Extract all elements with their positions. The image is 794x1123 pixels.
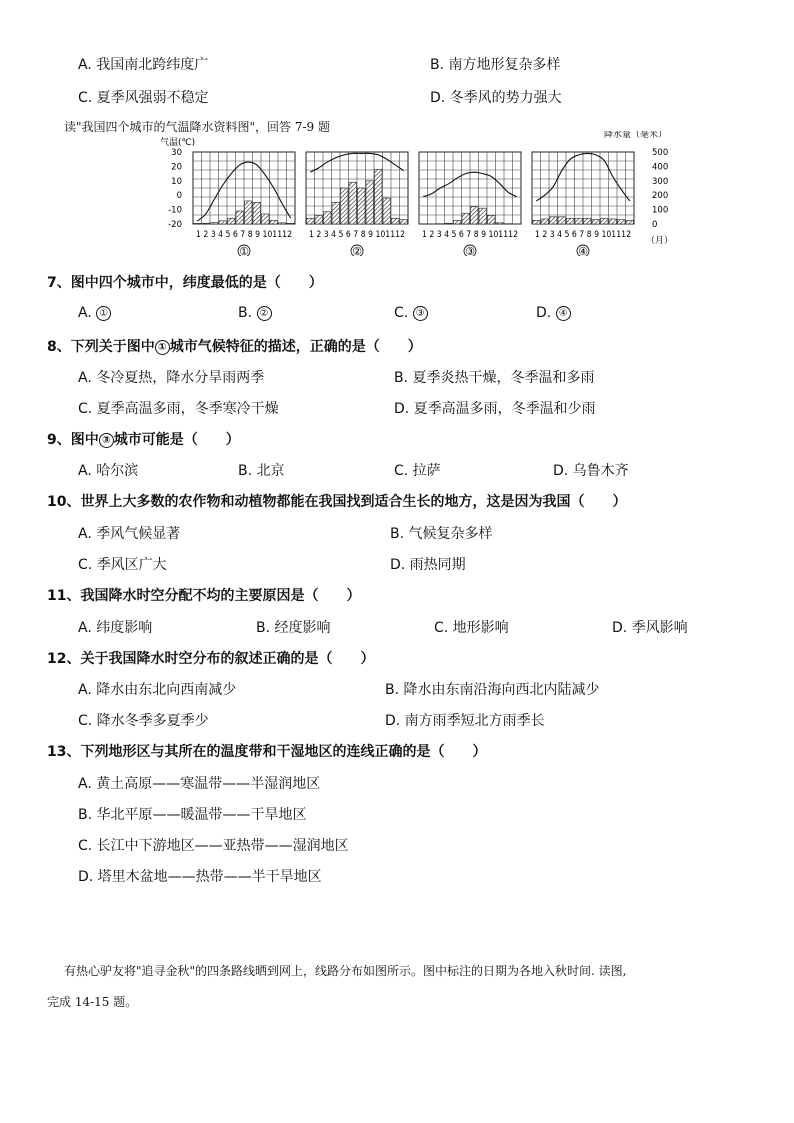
passage-line-1: 有热心驴友将"追寻金秋"的四条路线晒到网上，线路分布如图所示。图中标注的日期为各地入秋时间. 读图, [64, 964, 627, 978]
precipitation-bar [471, 207, 479, 224]
circled-number: ② [257, 306, 272, 321]
precipitation-bar [462, 213, 470, 224]
temperature-tick: -10 [168, 205, 182, 216]
q7-option-c: C. ③ [394, 305, 428, 321]
chart-label: ③ [465, 245, 475, 256]
precipitation-bar [592, 220, 600, 224]
climate-chart-panel [419, 152, 521, 256]
precipitation-bar [287, 223, 295, 224]
precipitation-bar [366, 181, 374, 224]
precipitation-bar [575, 218, 583, 224]
temperature-tick: 20 [171, 162, 182, 173]
chart-label: ① [239, 245, 249, 256]
temperature-tick: 10 [171, 176, 182, 187]
option-d: D. 冬季风的势力强大 [430, 90, 562, 106]
q13-option-b: B. 华北平原——暖温带——干旱地区 [78, 807, 307, 823]
temperature-tick-labels [168, 148, 182, 230]
precipitation-bar [488, 215, 496, 224]
q10-option-b: B. 气候复杂多样 [390, 526, 493, 542]
precipitation-bar [315, 215, 323, 224]
precipitation-bar [245, 201, 253, 224]
precipitation-bar [533, 220, 541, 224]
precipitation-bar [349, 182, 357, 224]
precipitation-bar [324, 212, 332, 224]
option-c: C. 夏季风强弱不稳定 [78, 90, 209, 106]
circled-number: ① [155, 340, 170, 355]
q13-option-c: C. 长江中下游地区——亚热带——湿润地区 [78, 838, 349, 854]
precipitation-bar [236, 211, 244, 224]
q12-option-b: B. 降水由东南沿海向西北内陆减少 [385, 682, 600, 698]
precipitation-tick: 400 [652, 162, 669, 173]
option-b: B. 南方地形复杂多样 [430, 57, 561, 73]
precipitation-bar [307, 218, 315, 224]
precipitation-tick: 200 [652, 191, 669, 202]
climate-chart-panel [532, 152, 634, 256]
question-10: 10、世界上大多数的农作物和动植物都能在我国找到适合生长的地方，这是因为我国（ ） [47, 494, 627, 510]
question-8: 8、下列关于图中 ① 城市气候特征的描述，正确的是（ ） [47, 339, 422, 355]
q13-option-a: A. 黄土高原——寒温带——半湿润地区 [78, 776, 321, 792]
climate-chart-panel [193, 152, 295, 256]
precipitation-bar [454, 220, 462, 224]
q12-option-d: D. 南方雨季短北方雨季长 [385, 713, 545, 729]
precipitation-bar [211, 223, 219, 224]
precipitation-bar [375, 169, 383, 224]
q8-option-c: C. 夏季高温多雨，冬季寒冷干燥 [78, 401, 279, 417]
precipitation-bar [601, 218, 609, 224]
circled-number: ③ [99, 433, 114, 448]
precipitation-tick-labels [652, 148, 668, 230]
question-13: 13、下列地形区与其所在的温度带和干湿地区的连线正确的是（ ） [47, 744, 487, 760]
q9-option-d: D. 乌鲁木齐 [553, 463, 629, 479]
circled-number: ④ [556, 306, 571, 321]
precipitation-bar [550, 217, 558, 224]
precipitation-bar [558, 217, 566, 224]
temperature-tick: 30 [171, 148, 182, 158]
precipitation-bar [358, 188, 366, 224]
precipitation-axis-label: 降水量（毫米） [604, 131, 668, 140]
q7-option-d: D. ④ [536, 305, 571, 321]
q9-option-c: C. 拉萨 [394, 463, 441, 479]
precipitation-bar [541, 219, 549, 224]
precipitation-bar [341, 188, 349, 224]
question-12: 12、关于我国降水时空分布的叙述正确的是（ ） [47, 651, 375, 667]
precipitation-bar [219, 221, 227, 224]
month-tick-labels: 1 2 3 4 5 6 7 8 9 101112 [422, 230, 518, 240]
q10-option-d: D. 雨热同期 [390, 557, 466, 573]
figure-intro: 读"我国四个城市的气温降水资料图"，回答 7-9 题 [64, 120, 330, 134]
circled-number: ③ [413, 306, 428, 321]
climate-chart-panel [306, 152, 408, 256]
precipitation-tick: 300 [652, 176, 669, 187]
precipitation-bar [392, 218, 400, 224]
q9-option-b: B. 北京 [238, 463, 285, 479]
temperature-axis-label: 气温(℃) [160, 138, 196, 148]
precipitation-bar [194, 223, 202, 224]
q7-option-a: A. ① [78, 305, 111, 321]
precipitation-bar [279, 223, 287, 224]
option-a: A. 我国南北跨纬度广 [78, 57, 209, 73]
precipitation-bar [479, 208, 487, 224]
precipitation-bar [262, 214, 270, 224]
chart-label: ④ [578, 245, 588, 256]
q10-option-c: C. 季风区广大 [78, 557, 167, 573]
precipitation-bar [202, 223, 210, 224]
question-9: 9、图中 ③ 城市可能是（ ） [47, 432, 240, 448]
precipitation-tick: 500 [652, 148, 669, 158]
temperature-tick: -20 [168, 220, 182, 230]
precipitation-bar [400, 220, 408, 224]
q8-option-b: B. 夏季炎热干燥，冬季温和多雨 [394, 370, 595, 386]
precipitation-bar [567, 218, 575, 224]
q10-option-a: A. 季风气候显著 [78, 526, 181, 542]
month-unit-label: （月） [646, 236, 674, 246]
q11-option-b: B. 经度影响 [256, 620, 331, 636]
circled-number: ① [96, 306, 111, 321]
q11-option-a: A. 纬度影响 [78, 620, 153, 636]
question-7: 7、图中四个城市中，纬度最低的是（ ） [47, 275, 323, 291]
chart-label: ② [352, 245, 362, 256]
q11-option-c: C. 地形影响 [434, 620, 509, 636]
precipitation-bar [496, 223, 504, 224]
precipitation-bar [383, 198, 391, 224]
month-tick-labels: 1 2 3 4 5 6 7 8 9 101112 [196, 230, 292, 240]
chart-panels [193, 152, 634, 256]
precipitation-bar [253, 202, 261, 224]
precipitation-bar [609, 219, 617, 224]
climate-chart-figure [0, 131, 794, 256]
precipitation-bar [445, 223, 453, 224]
question-11: 11、我国降水时空分配不均的主要原因是（ ） [47, 588, 361, 604]
precipitation-bar [584, 218, 592, 224]
month-tick-labels: 1 2 3 4 5 6 7 8 9 101112 [309, 230, 405, 240]
q9-option-a: A. 哈尔滨 [78, 463, 139, 479]
q7-option-b: B. ② [238, 305, 272, 321]
q12-option-c: C. 降水冬季多夏季少 [78, 713, 209, 729]
precipitation-bar [626, 220, 634, 224]
precipitation-bar [618, 220, 626, 224]
q13-option-d: D. 塔里木盆地——热带——半干旱地区 [78, 869, 322, 885]
precipitation-tick: 0 [652, 220, 658, 230]
q8-option-a: A. 冬冷夏热，降水分旱雨两季 [78, 370, 265, 386]
q11-option-d: D. 季风影响 [612, 620, 688, 636]
passage-line-2: 完成 14-15 题。 [47, 995, 138, 1009]
precipitation-tick: 100 [652, 205, 669, 216]
precipitation-bar [270, 220, 278, 224]
temperature-tick: 0 [176, 191, 182, 202]
q12-option-a: A. 降水由东北向西南减少 [78, 682, 237, 698]
q8-option-d: D. 夏季高温多雨，冬季温和少雨 [394, 401, 596, 417]
precipitation-bar [332, 202, 340, 224]
month-tick-labels: 1 2 3 4 5 6 7 8 9 101112 [535, 230, 631, 240]
precipitation-bar [228, 218, 236, 224]
